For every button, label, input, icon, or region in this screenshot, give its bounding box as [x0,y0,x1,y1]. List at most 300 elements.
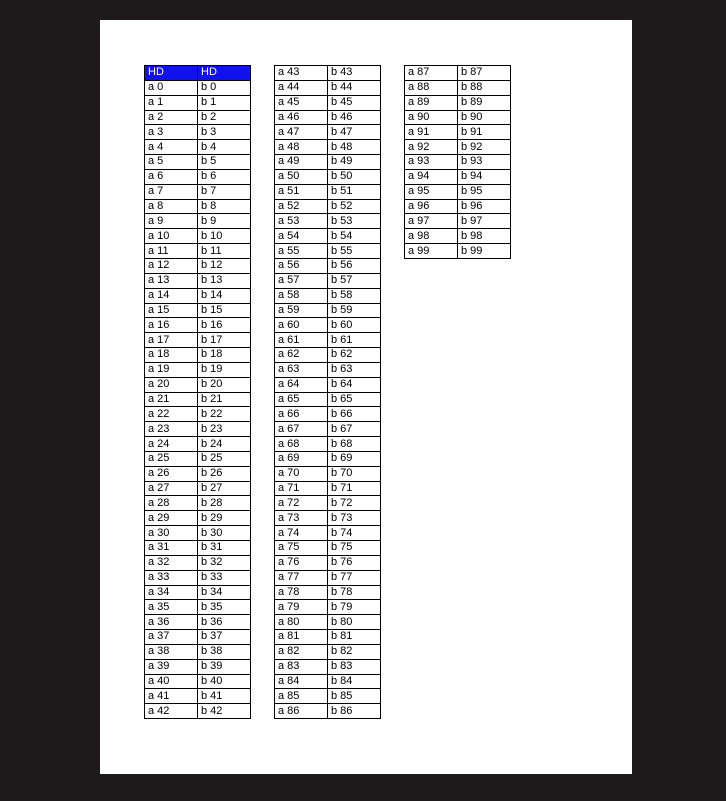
table-row [145,437,251,452]
table-row [275,244,381,259]
table-row [405,199,511,214]
cell-b: b 15 [198,303,251,318]
cell-a: a 80 [275,615,328,630]
cell-b: b 71 [328,481,381,496]
table-row [405,229,511,244]
cell-b: b 67 [328,422,381,437]
cell-a: a 78 [275,585,328,600]
cell-a: a 3 [145,125,198,140]
cell-b: b 42 [198,704,251,719]
table-row [405,80,511,95]
table-row [275,214,381,229]
cell-b: b 9 [198,214,251,229]
table-row [275,585,381,600]
cell-a: a 24 [145,437,198,452]
cell-a: a 74 [275,526,328,541]
cell-a: a 87 [405,66,458,81]
table-row [145,273,251,288]
cell-b: b 27 [198,481,251,496]
cell-b: b 51 [328,184,381,199]
cell-b: b 65 [328,392,381,407]
cell-a: a 25 [145,451,198,466]
cell-a: a 67 [275,422,328,437]
table-row [405,110,511,125]
cell-a: a 56 [275,258,328,273]
table-row [275,481,381,496]
cell-b: b 35 [198,600,251,615]
table-row [405,169,511,184]
cell-b: b 25 [198,451,251,466]
cell-a: a 59 [275,303,328,318]
cell-b: b 96 [458,199,511,214]
table-row [145,348,251,363]
table-row [145,659,251,674]
cell-b: b 80 [328,615,381,630]
table-row [275,407,381,422]
cell-b: b 34 [198,585,251,600]
table-row [145,155,251,170]
cell-b: b 3 [198,125,251,140]
table-row [275,155,381,170]
table-column-block-1 [144,65,251,719]
table-row [275,451,381,466]
cell-a: a 16 [145,318,198,333]
cell-a: a 86 [275,704,328,719]
table-row [145,541,251,556]
cell-b: b 21 [198,392,251,407]
cell-a: a 77 [275,570,328,585]
cell-b: b 60 [328,318,381,333]
table-row [145,377,251,392]
table-row [145,184,251,199]
cell-b: b 23 [198,422,251,437]
cell-b: b 43 [328,66,381,81]
cell-a: a 60 [275,318,328,333]
table-row [145,318,251,333]
cell-a: a 98 [405,229,458,244]
table-row [275,169,381,184]
cell-b: b 98 [458,229,511,244]
cell-a: a 72 [275,496,328,511]
cell-b: b 63 [328,362,381,377]
cell-b: b 4 [198,140,251,155]
cell-b: b 56 [328,258,381,273]
cell-a: a 84 [275,674,328,689]
cell-b: b 48 [328,140,381,155]
cell-a: a 75 [275,541,328,556]
cell-a: a 53 [275,214,328,229]
table-row [275,125,381,140]
table-row [275,570,381,585]
cell-b: b 8 [198,199,251,214]
cell-b: b 62 [328,348,381,363]
cell-a: a 31 [145,541,198,556]
table-row [145,110,251,125]
cell-a: a 17 [145,333,198,348]
cell-b: b 33 [198,570,251,585]
table-row [275,511,381,526]
cell-a: a 70 [275,466,328,481]
cell-a: a 6 [145,169,198,184]
cell-b: b 64 [328,377,381,392]
table-row [275,541,381,556]
cell-b: b 93 [458,155,511,170]
cell-a: a 55 [275,244,328,259]
cell-b: b 92 [458,140,511,155]
cell-b: b 61 [328,333,381,348]
cell-b: b 14 [198,288,251,303]
table-row [405,155,511,170]
table-row [145,704,251,719]
cell-b: b 54 [328,229,381,244]
cell-a: a 32 [145,555,198,570]
table-row [275,377,381,392]
cell-a: a 30 [145,526,198,541]
table-row [405,140,511,155]
cell-b: b 49 [328,155,381,170]
table-row [405,95,511,110]
cell-a: a 88 [405,80,458,95]
cell-b: b 19 [198,362,251,377]
table-row [145,615,251,630]
table-row [405,184,511,199]
cell-a: a 38 [145,644,198,659]
cell-b: b 83 [328,659,381,674]
cell-a: a 2 [145,110,198,125]
cell-a: a 63 [275,362,328,377]
cell-a: a 96 [405,199,458,214]
table-row [275,66,381,81]
cell-b: b 47 [328,125,381,140]
table-row [145,169,251,184]
cell-a: a 18 [145,348,198,363]
cell-b: b 26 [198,466,251,481]
cell-a: a 23 [145,422,198,437]
cell-b: b 86 [328,704,381,719]
cell-b: b 66 [328,407,381,422]
cell-b: b 37 [198,630,251,645]
cell-a: a 85 [275,689,328,704]
cell-a: a 14 [145,288,198,303]
cell-a: a 36 [145,615,198,630]
cell-a: a 15 [145,303,198,318]
table-row [145,585,251,600]
table-row [145,422,251,437]
cell-a: a 37 [145,630,198,645]
table-row [275,674,381,689]
table-row [145,674,251,689]
table-row [405,214,511,229]
table-row [145,199,251,214]
table-row [275,466,381,481]
cell-a: a 13 [145,273,198,288]
cell-a: a 47 [275,125,328,140]
header-cell-b: HD [198,66,251,81]
table-row [275,689,381,704]
cell-a: a 0 [145,80,198,95]
cell-a: a 26 [145,466,198,481]
table-row [275,258,381,273]
cell-a: a 22 [145,407,198,422]
cell-b: b 94 [458,169,511,184]
cell-a: a 97 [405,214,458,229]
cell-a: a 71 [275,481,328,496]
cell-b: b 74 [328,526,381,541]
cell-b: b 18 [198,348,251,363]
cell-b: b 78 [328,585,381,600]
cell-a: a 27 [145,481,198,496]
cell-b: b 46 [328,110,381,125]
cell-b: b 10 [198,229,251,244]
cell-b: b 44 [328,80,381,95]
cell-b: b 41 [198,689,251,704]
table-row [145,303,251,318]
cell-a: a 82 [275,644,328,659]
cell-b: b 69 [328,451,381,466]
cell-b: b 53 [328,214,381,229]
table-row [145,125,251,140]
table-row [145,229,251,244]
cell-b: b 11 [198,244,251,259]
cell-b: b 79 [328,600,381,615]
cell-a: a 19 [145,362,198,377]
cell-b: b 97 [458,214,511,229]
table-row [275,555,381,570]
header-row [145,66,251,81]
cell-b: b 91 [458,125,511,140]
cell-b: b 31 [198,541,251,556]
table-row [275,199,381,214]
cell-b: b 82 [328,644,381,659]
table-column-block-2 [274,65,381,719]
cell-a: a 7 [145,184,198,199]
table-row [275,704,381,719]
table-row [145,511,251,526]
cell-b: b 58 [328,288,381,303]
cell-a: a 4 [145,140,198,155]
cell-b: b 30 [198,526,251,541]
table-row [275,630,381,645]
cell-b: b 13 [198,273,251,288]
cell-a: a 89 [405,95,458,110]
cell-b: b 0 [198,80,251,95]
cell-b: b 7 [198,184,251,199]
table-row [145,466,251,481]
cell-b: b 45 [328,95,381,110]
cell-a: a 94 [405,169,458,184]
cell-a: a 8 [145,199,198,214]
cell-a: a 45 [275,95,328,110]
cell-a: a 61 [275,333,328,348]
table-row [145,600,251,615]
cell-b: b 99 [458,244,511,259]
table-row [145,481,251,496]
header-cell-a: HD [145,66,198,81]
cell-a: a 54 [275,229,328,244]
cell-a: a 39 [145,659,198,674]
cell-a: a 40 [145,674,198,689]
cell-a: a 49 [275,155,328,170]
cell-a: a 46 [275,110,328,125]
cell-a: a 91 [405,125,458,140]
cell-b: b 2 [198,110,251,125]
cell-b: b 28 [198,496,251,511]
cell-b: b 17 [198,333,251,348]
cell-a: a 29 [145,511,198,526]
cell-a: a 5 [145,155,198,170]
cell-b: b 50 [328,169,381,184]
cell-b: b 52 [328,199,381,214]
cell-a: a 76 [275,555,328,570]
cell-a: a 64 [275,377,328,392]
table-row [145,392,251,407]
cell-b: b 95 [458,184,511,199]
cell-a: a 51 [275,184,328,199]
table-row [275,95,381,110]
table-row [275,318,381,333]
table-row [275,288,381,303]
cell-a: a 68 [275,437,328,452]
table-row [275,110,381,125]
cell-a: a 90 [405,110,458,125]
cell-a: a 44 [275,80,328,95]
table-row [145,214,251,229]
cell-b: b 68 [328,437,381,452]
table-row [405,244,511,259]
cell-b: b 39 [198,659,251,674]
cell-b: b 32 [198,555,251,570]
cell-b: b 38 [198,644,251,659]
table-row [275,184,381,199]
table-row [275,615,381,630]
table-row [145,258,251,273]
table-row [275,140,381,155]
table-row [275,600,381,615]
cell-b: b 89 [458,95,511,110]
cell-b: b 72 [328,496,381,511]
cell-b: b 59 [328,303,381,318]
cell-a: a 34 [145,585,198,600]
table-row [145,644,251,659]
table-row [275,437,381,452]
cell-a: a 33 [145,570,198,585]
cell-b: b 81 [328,630,381,645]
cell-b: b 12 [198,258,251,273]
document-page [100,20,632,774]
cell-a: a 52 [275,199,328,214]
cell-a: a 9 [145,214,198,229]
table-row [275,273,381,288]
cell-a: a 20 [145,377,198,392]
table-row [145,140,251,155]
cell-a: a 41 [145,689,198,704]
table-row [275,644,381,659]
table-row [275,659,381,674]
cell-a: a 69 [275,451,328,466]
cell-a: a 93 [405,155,458,170]
cell-b: b 5 [198,155,251,170]
cell-b: b 40 [198,674,251,689]
cell-a: a 62 [275,348,328,363]
table-column-block-3 [404,65,511,259]
table-row [275,303,381,318]
cell-b: b 1 [198,95,251,110]
cell-a: a 73 [275,511,328,526]
cell-a: a 65 [275,392,328,407]
table-row [405,125,511,140]
cell-b: b 22 [198,407,251,422]
cell-a: a 10 [145,229,198,244]
cell-a: a 58 [275,288,328,303]
cell-a: a 43 [275,66,328,81]
cell-b: b 24 [198,437,251,452]
table-row [145,451,251,466]
table-row [145,407,251,422]
cell-a: a 35 [145,600,198,615]
table-row [405,66,511,81]
table-row [275,348,381,363]
table-row [145,244,251,259]
cell-b: b 55 [328,244,381,259]
table-row [145,80,251,95]
cell-a: a 95 [405,184,458,199]
cell-a: a 1 [145,95,198,110]
cell-a: a 21 [145,392,198,407]
table-row [275,526,381,541]
table-row [275,392,381,407]
cell-a: a 50 [275,169,328,184]
cell-b: b 85 [328,689,381,704]
table-row [145,95,251,110]
cell-a: a 83 [275,659,328,674]
cell-a: a 81 [275,630,328,645]
table-row [145,362,251,377]
cell-b: b 57 [328,273,381,288]
table-row [145,570,251,585]
cell-b: b 36 [198,615,251,630]
cell-b: b 77 [328,570,381,585]
table-row [145,288,251,303]
cell-b: b 73 [328,511,381,526]
cell-b: b 87 [458,66,511,81]
cell-a: a 66 [275,407,328,422]
table-row [275,362,381,377]
cell-b: b 70 [328,466,381,481]
cell-b: b 6 [198,169,251,184]
cell-b: b 20 [198,377,251,392]
table-row [145,630,251,645]
cell-b: b 88 [458,80,511,95]
cell-a: a 11 [145,244,198,259]
table-row [275,333,381,348]
cell-b: b 84 [328,674,381,689]
table-row [145,496,251,511]
cell-a: a 42 [145,704,198,719]
cell-a: a 48 [275,140,328,155]
cell-b: b 29 [198,511,251,526]
cell-a: a 92 [405,140,458,155]
table-row [275,496,381,511]
table-row [145,526,251,541]
table-row [145,333,251,348]
cell-a: a 28 [145,496,198,511]
cell-a: a 57 [275,273,328,288]
cell-b: b 90 [458,110,511,125]
table-row [145,555,251,570]
cell-b: b 16 [198,318,251,333]
cell-a: a 99 [405,244,458,259]
table-row [275,80,381,95]
